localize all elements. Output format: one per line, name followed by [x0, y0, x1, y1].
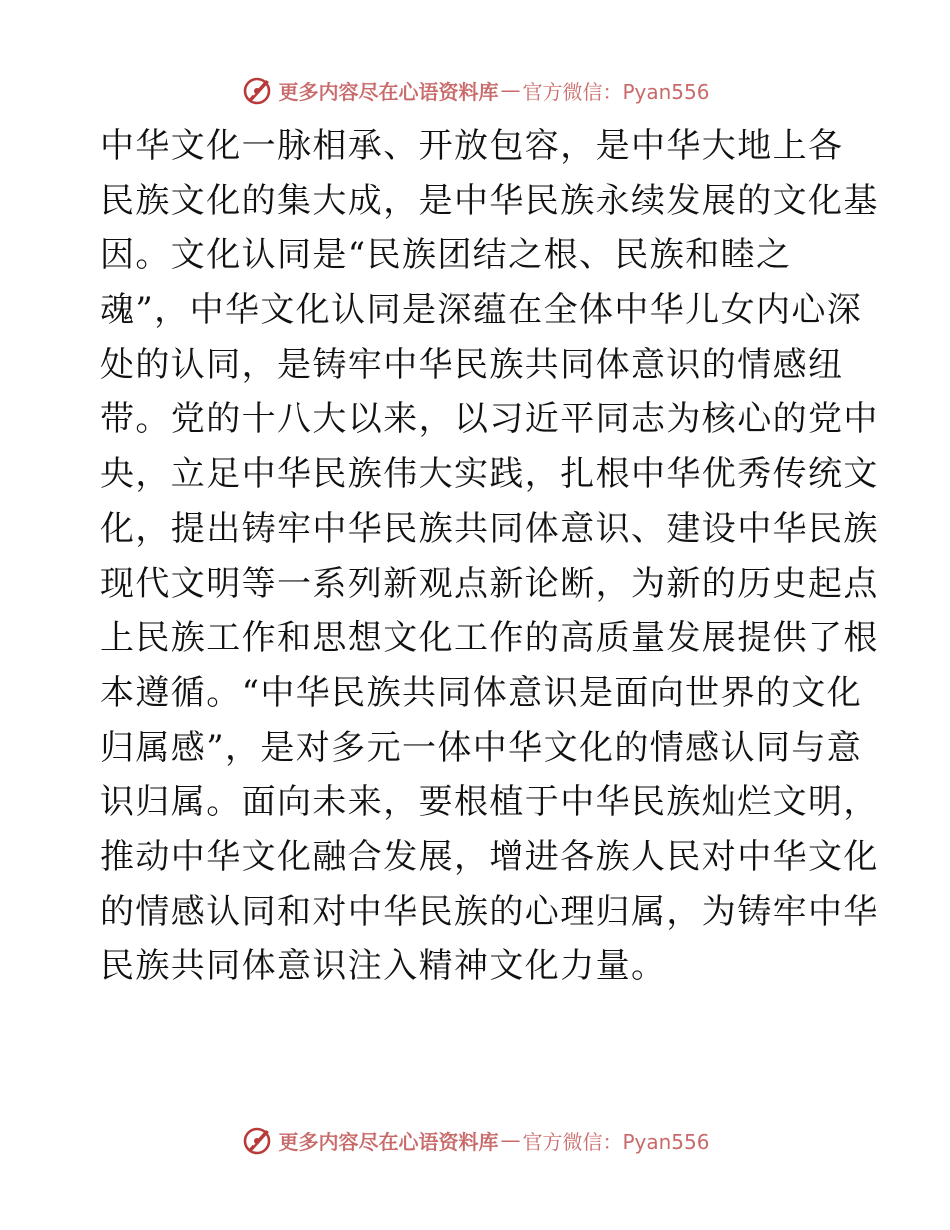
- text-line: 识归属。面向未来，要根植于中华民族灿烂文明，: [100, 782, 879, 823]
- text-line: 带。党的十八大以来，以习近平同志为核心的党中: [100, 399, 879, 440]
- text-line: 推动中华文化融合发展，增进各族人民对中华文化: [100, 836, 879, 877]
- banner-wechat: 官方微信：Pyan556: [522, 79, 710, 104]
- text-line: 现代文明等一系列新观点新论断，为新的历史起点: [100, 563, 879, 604]
- quill-pen-circle-icon: [240, 73, 274, 107]
- text-line: 上民族工作和思想文化工作的高质量发展提供了根: [100, 618, 879, 659]
- text-line: 民族文化的集大成，是中华民族永续发展的文化基: [100, 180, 879, 221]
- text-line: 因。文化认同是“民族团结之根、民族和睦之: [100, 235, 792, 276]
- header-banner: [0, 70, 950, 110]
- text-line: 民族共同体意识注入精神文化力量。: [100, 946, 667, 987]
- quill-pen-circle-icon: [240, 1123, 274, 1157]
- text-line: 魂”，中华文化认同是深蕴在全体中华儿女内心深: [100, 290, 863, 331]
- text-line: 化，提出铸牢中华民族共同体意识、建设中华民族: [100, 508, 879, 549]
- footer-banner: [0, 1120, 950, 1160]
- text-line: 本遵循。“中华民族共同体意识是面向世界的文化: [100, 672, 863, 713]
- text-line: 中华文化一脉相承、开放包容，是中华大地上各: [100, 126, 844, 166]
- banner-title: 更多内容尽在心语资料库: [278, 79, 499, 104]
- text-line: 央，立足中华民族伟大实践，扎根中华优秀传统文: [100, 454, 879, 495]
- text-line: 处的认同，是铸牢中华民族共同体意识的情感纽: [100, 344, 844, 385]
- banner-title: 更多内容尽在心语资料库: [278, 1129, 499, 1154]
- text-line: 的情感认同和对中华民族的心理归属，为铸牢中华: [100, 891, 879, 932]
- text-line: 归属感”，是对多元一体中华文化的情感认同与意: [100, 727, 863, 768]
- banner-wechat: 官方微信：Pyan556: [522, 1129, 710, 1154]
- banner-separator: —: [500, 78, 521, 102]
- banner-separator: —: [500, 1128, 521, 1152]
- article-body: [100, 124, 879, 999]
